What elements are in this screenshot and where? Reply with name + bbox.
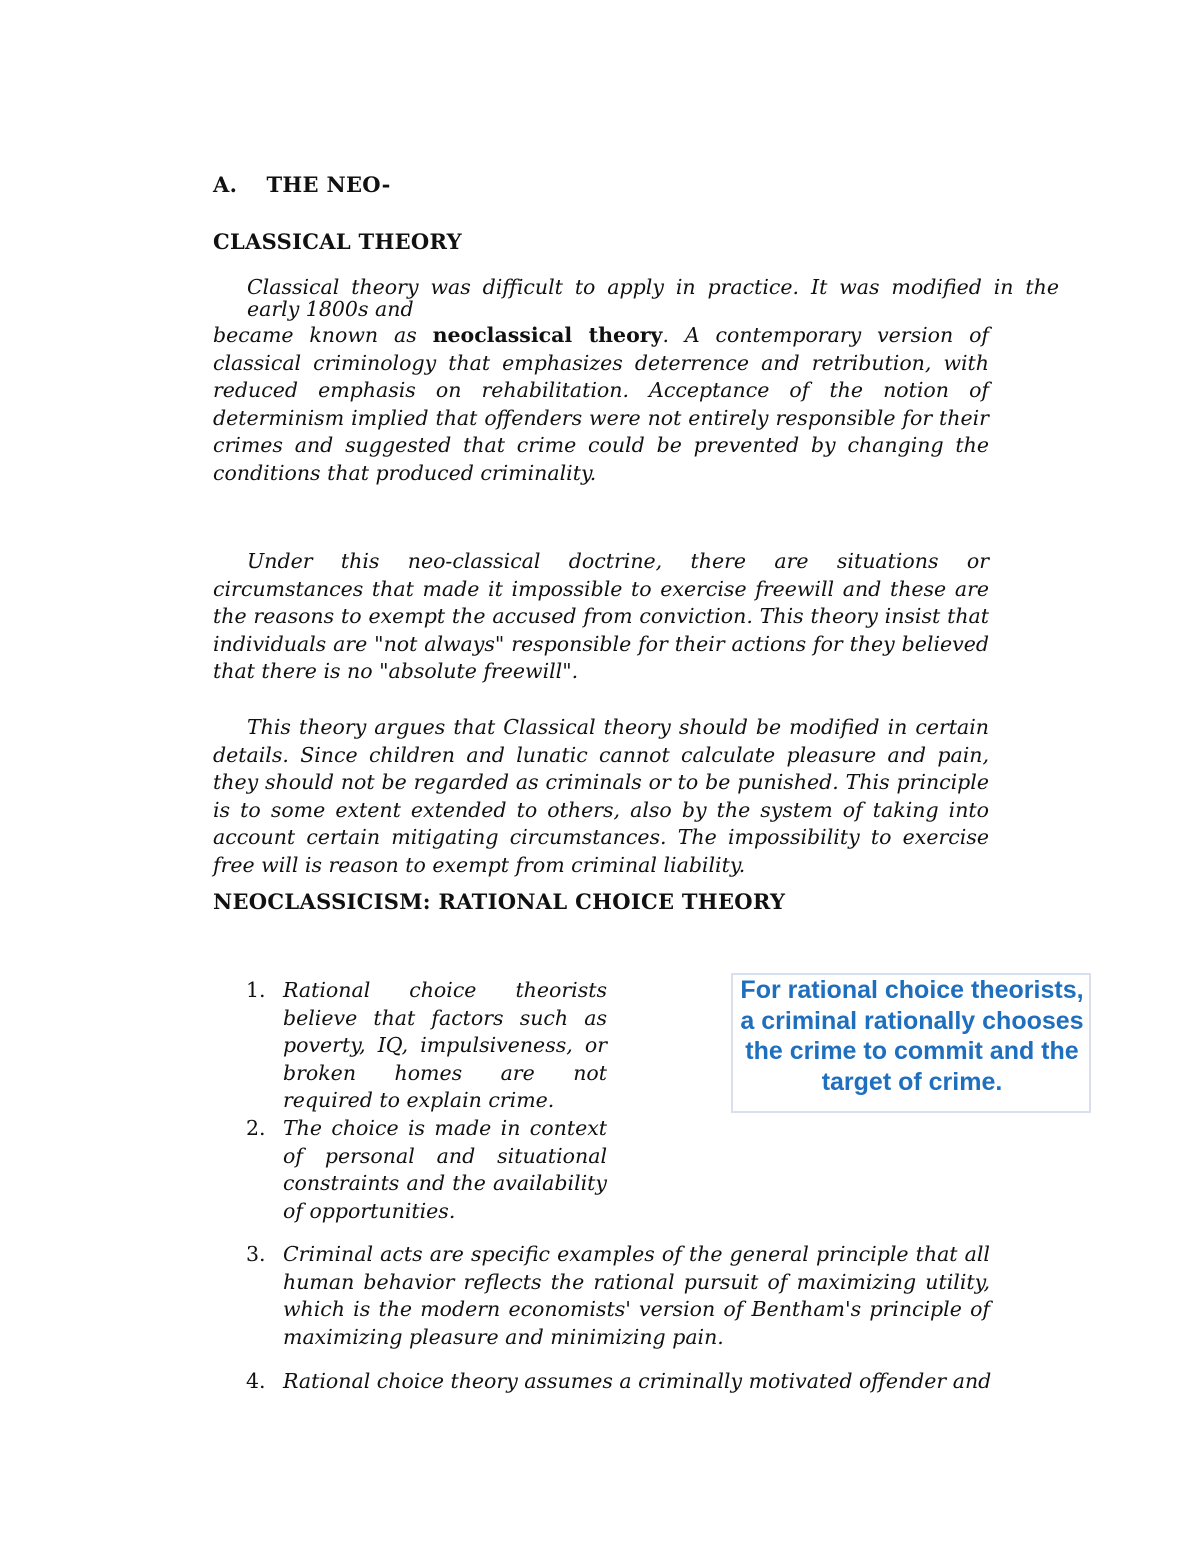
list-number: 4.	[246, 1369, 266, 1393]
list-text: Rational choice theory assumes a criminally motivated offender and	[283, 1369, 992, 1393]
section-title: THE NEO-	[266, 172, 391, 197]
paragraph3: This theory argues that Classical theory should be modified in certain details. Since children and lunatic cannot calculate pleasure and pain, they should not be regarded as criminals or to be punished. This principle is to some extent extended to others, also by the system of taking into account certain mitigating circumstances. The impossibility to exercise free will is reason to exempt from criminal liability.	[213, 715, 989, 877]
paragraph1-text-a: became known as	[213, 323, 433, 347]
list-item-3	[246, 1241, 990, 1353]
paragraph1-body	[213, 322, 989, 488]
list-item-1	[246, 977, 606, 1117]
paragraph1-line2: early 1800s and	[247, 297, 414, 321]
list-text: Rational choice theorists believe that factors such as poverty, IQ, impulsiveness, or broken homes are not required to explain crime.	[283, 978, 607, 1113]
list-item-4	[246, 1368, 990, 1398]
list-text: The choice is made in context of personal and situational constraints and the availability of opportunities.	[283, 1116, 607, 1223]
classical-theory-heading: CLASSICAL THEORY	[213, 229, 462, 254]
list-number: 3.	[246, 1242, 266, 1266]
rational-choice-heading: NEOCLASSICISM: RATIONAL CHOICE THEORY	[213, 889, 786, 914]
list-item-2	[246, 1115, 606, 1227]
paragraph2: Under this neo-classical doctrine, there are situations or circumstances that made it impossible to exercise freewill and these are the reasons to exempt the accused from conviction. This theory insist that individuals are "not always" responsible for their actions for they believed that there is no "absolute freewill".	[213, 549, 989, 684]
section-label: A.	[213, 172, 238, 197]
paragraph1-line1: Classical theory was difficult to apply in practice. It was modified in the	[247, 275, 1059, 299]
list-text: Criminal acts are specific examples of the general principle that all human behavior reflects the rational pursuit of maximizing utility, which is the modern economists' version of Bentham's principle of maximizing pleasure and minimizing pain.	[283, 1242, 990, 1349]
neoclassical-theory-term: neoclassical theory	[432, 323, 663, 347]
paragraph1-text-b: . A contemporary version of classical criminology that emphasizes deterrence and retribution, with reduced emphasis on rehabilitation. Acceptance of the notion of determinism implied that offenders were not entirely responsible for their crimes and suggested that crime could be prevented by changing the conditions that produced criminality.	[213, 323, 989, 485]
list-number: 2.	[246, 1116, 266, 1140]
list-number: 1.	[246, 978, 266, 1002]
section-heading-a	[213, 172, 391, 197]
callout-text: For rational choice theorists, a criminal rationally chooses the crime to commit and the target of crime.	[740, 976, 1084, 1096]
